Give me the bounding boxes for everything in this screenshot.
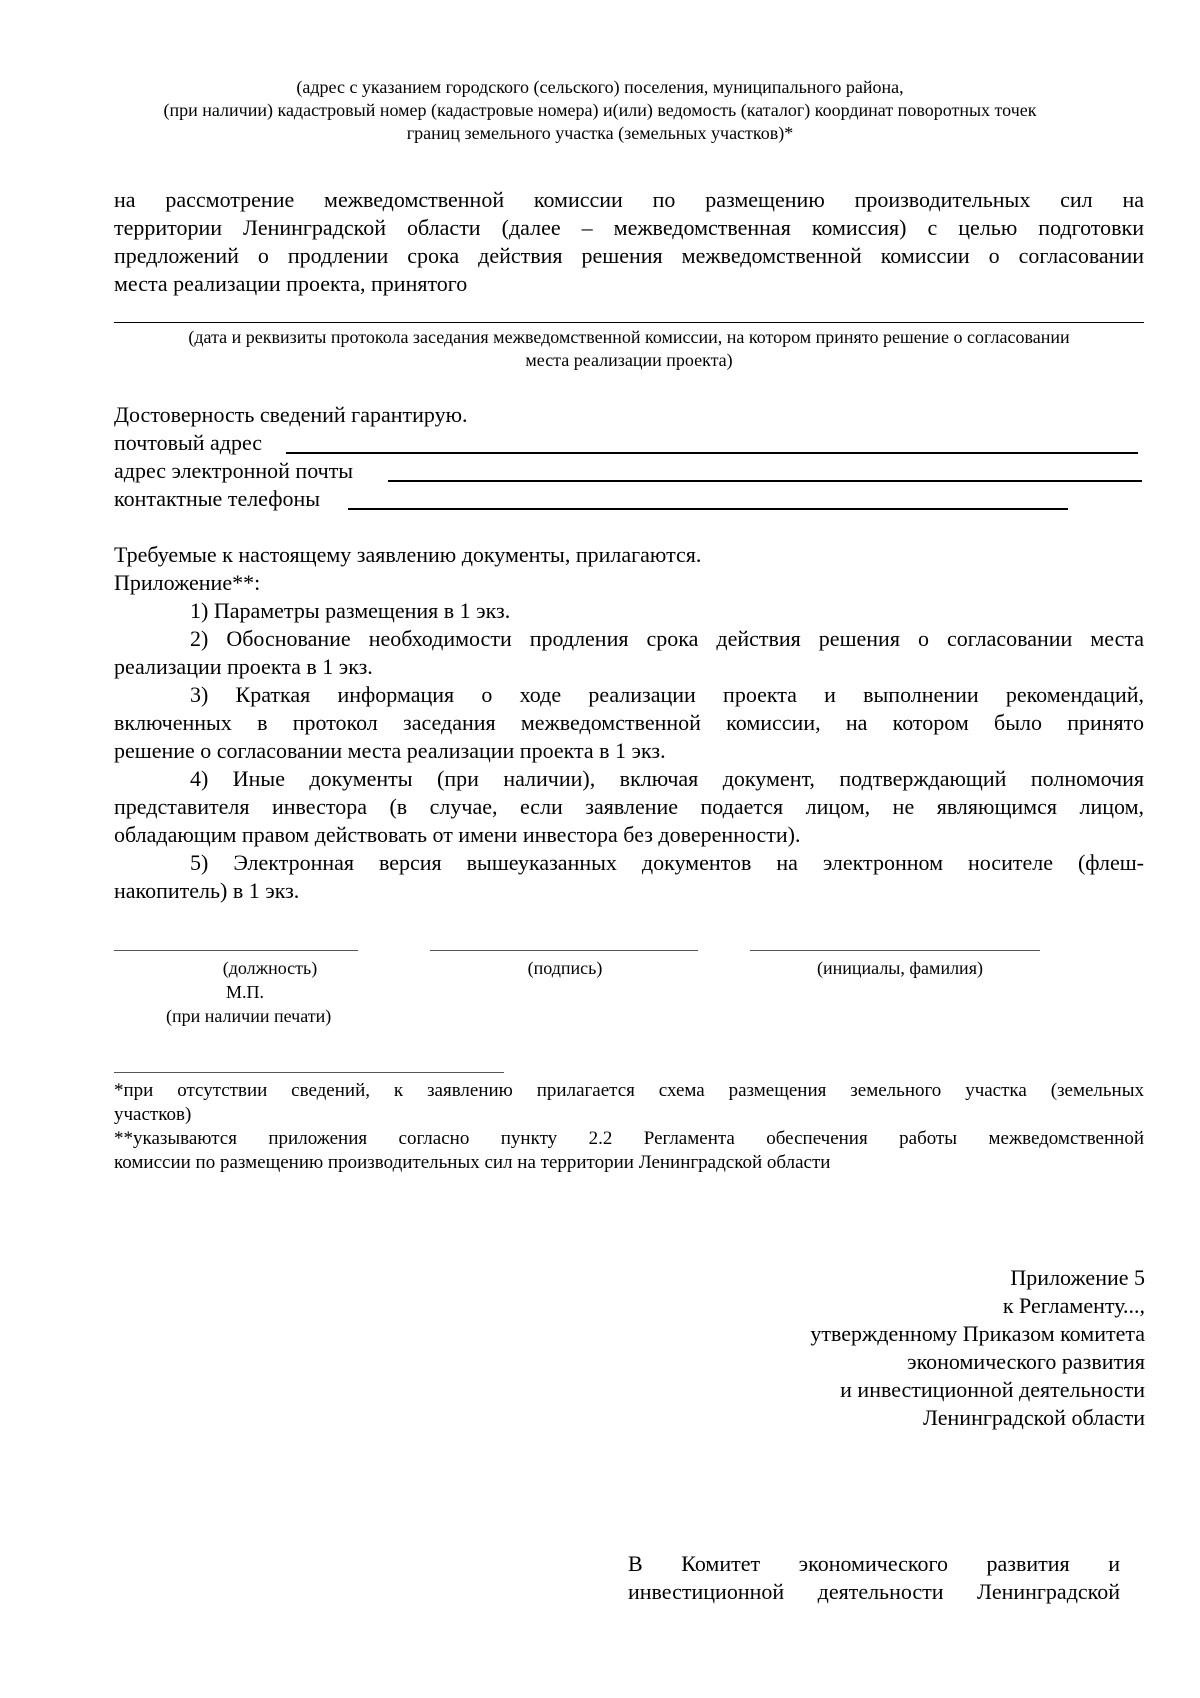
protocol-caption — [114, 326, 1144, 372]
appendix-line: Приложение 5 — [1010, 1265, 1145, 1290]
phone-line — [348, 508, 1068, 510]
attachment-line: 1) Параметры размещения в 1 экз. — [190, 598, 511, 623]
attachment-item — [114, 849, 1144, 905]
caption-line: (адрес с указанием городского (сельского) поселения, муниципального района, — [296, 77, 904, 97]
position-line — [114, 950, 358, 951]
position-caption: (должность) — [222, 958, 318, 978]
guarantee-text: Достоверность сведений гарантирую. — [114, 402, 468, 427]
caption-line: места реализации проекта) — [525, 350, 733, 370]
footnote-line: *при отсутствии сведений, к заявлению прилагается схема размещения земельного участка (земельных — [114, 1080, 1144, 1101]
attachment-item — [114, 765, 1144, 849]
attachment-line: реализации проекта в 1 экз. — [114, 654, 373, 679]
addressee-line: В Комитет экономического развития и — [628, 1551, 1120, 1576]
attachment-line: решение о согласовании места реализации проекта в 1 экз. — [114, 738, 666, 763]
footnote-separator — [114, 1072, 504, 1073]
appendix-line: и инвестиционной деятельности — [840, 1377, 1145, 1402]
attachment-line: 2) Обоснование необходимости продления срока действия решения о согласовании места — [190, 626, 1144, 651]
footnote-line: участков) — [114, 1104, 192, 1125]
attachment-item — [114, 681, 1144, 765]
appendix-header — [600, 1264, 1145, 1432]
appendix-line: утвержденному Приказом комитета — [810, 1321, 1145, 1346]
addressee — [628, 1550, 1120, 1606]
paragraph-line: предложений о продлении срока действия решения межведомственной комиссии о согласовании — [114, 243, 1144, 268]
attachment-line: обладающим правом действовать от имени инвестора без доверенности). — [114, 822, 801, 847]
attachment-line: 5) Электронная версия вышеуказанных документов на электронном носителе (флеш- — [190, 850, 1144, 875]
name-caption: (инициалы, фамилия) — [817, 958, 983, 978]
caption-line: (при наличии) кадастровый номер (кадастровые номера) и(или) ведомость (каталог) координат поворотных точек — [163, 100, 1037, 120]
paragraph-line: территории Ленинградской области (далее – межведомственная комиссия) с целью подготовки — [114, 215, 1144, 240]
postal-address-line — [286, 452, 1138, 454]
attachment-item — [114, 597, 1144, 625]
attachments-title: Приложение**: — [114, 570, 261, 595]
appendix-line: к Регламенту..., — [1002, 1293, 1145, 1318]
appendix-line: Ленинградской области — [923, 1405, 1145, 1430]
stamp-label: М.П. — [226, 982, 265, 1002]
caption-line: границ земельного участка (земельных участков)* — [406, 123, 794, 143]
caption-line: (дата и реквизиты протокола заседания межведомственной комиссии, на котором принято решение о согласовании — [188, 327, 1070, 347]
postal-address-label: почтовый адрес — [114, 430, 263, 455]
attachments-intro: Требуемые к настоящему заявлению документы, прилагаются. — [114, 542, 702, 567]
footnotes — [114, 1079, 1144, 1175]
attachments-list — [114, 597, 1144, 905]
attachment-line: накопитель) в 1 экз. — [114, 878, 300, 903]
address-caption — [100, 76, 1100, 145]
protocol-fill-line — [114, 322, 1144, 323]
addressee-line: инвестиционной деятельности Ленинградской — [628, 1579, 1120, 1604]
paragraph-line: на рассмотрение межведомственной комиссии по размещению производительных сил на — [114, 187, 1144, 212]
attachment-line: представителя инвестора (в случае, если заявление подается лицом, не являющимся лицом, — [114, 794, 1144, 819]
attachment-line: 4) Иные документы (при наличии), включая документ, подтверждающий полномочия — [190, 766, 1144, 791]
attachment-line: включенных в протокол заседания межведомственной комиссии, на котором было принято — [114, 710, 1144, 735]
signature-line — [430, 950, 698, 951]
footnote-line: комиссии по размещению производительных сил на территории Ленинградской области — [114, 1152, 831, 1173]
attachment-line: 3) Краткая информация о ходе реализации проекта и выполнении рекомендаций, — [190, 682, 1144, 707]
attachment-item — [114, 625, 1144, 681]
phone-label: контактные телефоны — [114, 486, 321, 511]
paragraph-line: места реализации проекта, принятого — [114, 271, 468, 296]
signature-caption: (подпись) — [527, 958, 603, 978]
stamp-note: (при наличии печати) — [166, 1006, 332, 1026]
footnote-line: **указываются приложения согласно пункту 2.2 Регламента обеспечения работы межведомственной — [114, 1128, 1144, 1149]
email-label: адрес электронной почты — [114, 458, 354, 483]
email-line — [388, 480, 1142, 482]
name-line — [750, 950, 1040, 951]
request-paragraph — [114, 186, 1144, 298]
appendix-line: экономического развития — [907, 1349, 1145, 1374]
